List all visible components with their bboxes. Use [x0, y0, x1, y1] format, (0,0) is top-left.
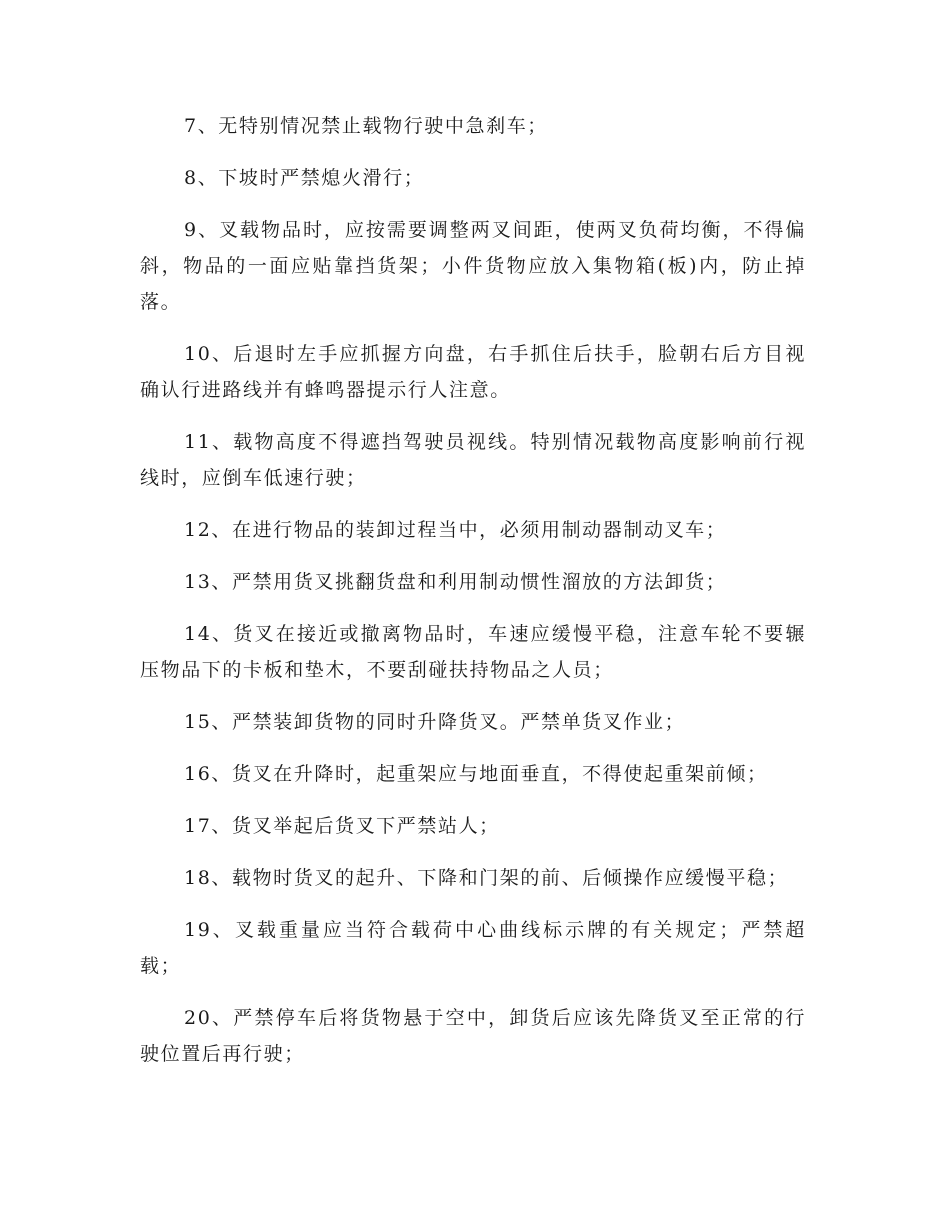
- paragraph-15: 15、严禁装卸货物的同时升降货叉。严禁单货叉作业；: [184, 711, 686, 733]
- paragraph-8: 8、下坡时严禁熄火滑行；: [184, 167, 425, 189]
- paragraph-20: 20、严禁停车后将货物悬于空中，卸货后应该先降货叉至正常的行驶位置后再行驶；: [140, 1007, 806, 1065]
- document-body: [140, 108, 806, 1088]
- paragraph-16: 16、货叉在升降时，起重架应与地面垂直，不得使起重架前倾；: [184, 763, 768, 785]
- paragraph-9: 9、叉载物品时，应按需要调整两叉间距，使两叉负荷均衡，不得偏斜，物品的一面应贴靠挡货架；小件货物应放入集物箱(板)内，防止掉落。: [140, 219, 806, 313]
- paragraph-14: 14、货叉在接近或撤离物品时，车速应缓慢平稳，注意车轮不要辗压物品下的卡板和垫木，不要刮碰扶持物品之人员；: [140, 623, 806, 681]
- paragraph-7: 7、无特别情况禁止载物行驶中急刹车；: [184, 115, 548, 137]
- paragraph-13: 13、严禁用货叉挑翻货盘和利用制动惯性溜放的方法卸货；: [184, 571, 727, 593]
- paragraph-18: 18、载物时货叉的起升、下降和门架的前、后倾操作应缓慢平稳；: [184, 867, 789, 889]
- paragraph-11: 11、载物高度不得遮挡驾驶员视线。特别情况载物高度影响前行视线时，应倒车低速行驶；: [140, 431, 806, 489]
- paragraph-10: 10、后退时左手应抓握方向盘，右手抓住后扶手，脸朝右后方目视确认行进路线并有蜂鸣器提示行人注意。: [140, 343, 806, 401]
- paragraph-19: 19、叉载重量应当符合载荷中心曲线标示牌的有关规定；严禁超载；: [140, 919, 806, 977]
- paragraph-12: 12、在进行物品的装卸过程当中，必须用制动器制动叉车；: [184, 519, 727, 541]
- paragraph-17: 17、货叉举起后货叉下严禁站人；: [184, 815, 500, 837]
